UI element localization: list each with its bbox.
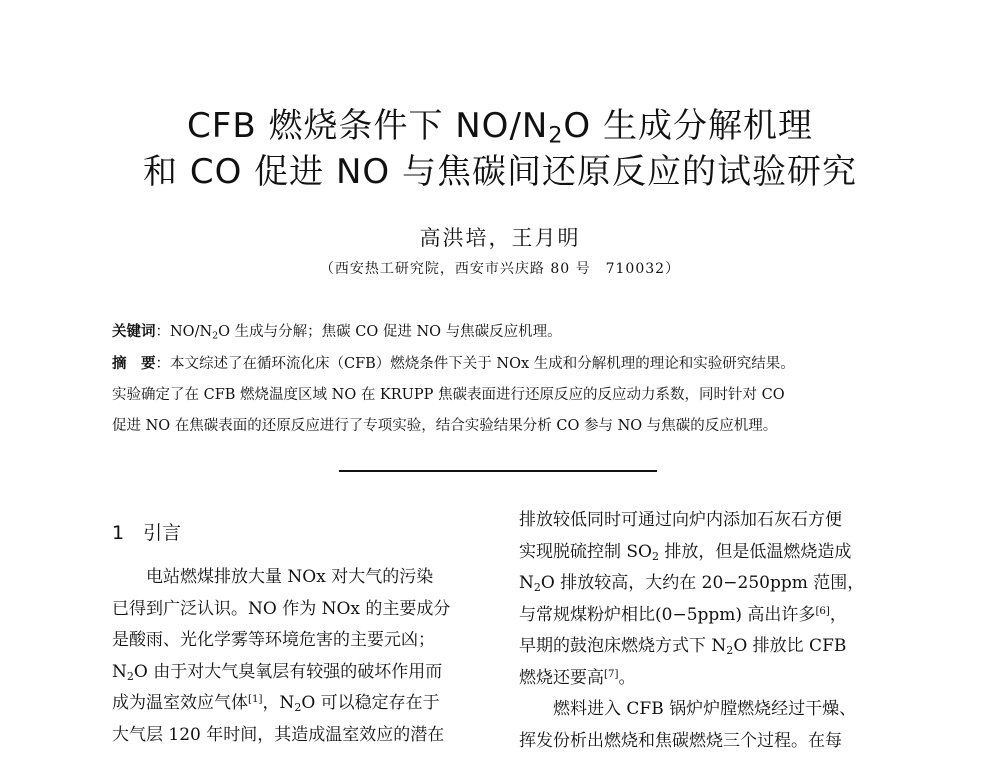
section-divider bbox=[339, 470, 657, 472]
paragraph-line: 排放较低同时可通过向炉内添加石灰石方便 bbox=[519, 510, 842, 530]
paragraph-line: 成为温室效应气体[1]，$N_2O$ 可以稳定存在于 bbox=[112, 693, 440, 714]
paragraph-line: $N_2O$ 排放较高，大约在 20−250ppm 范围， bbox=[519, 573, 865, 594]
left-column bbox=[112, 562, 484, 751]
title-line-2: 和 CO 促进 NO 与焦碳间还原反应的试验研究 bbox=[143, 152, 857, 192]
paragraph-line: $N_2O$ 由于对大气臭氧层有较强的破坏作用而 bbox=[112, 661, 443, 683]
abstract-block bbox=[112, 316, 892, 442]
paragraph-line: 与常规煤粉炉相比(0−5ppm) 高出许多[6]， bbox=[519, 604, 847, 625]
paragraph-line: 是酸雨、光化学雾等环境危害的主要元凶； bbox=[112, 630, 435, 650]
section-heading: 1 引言 bbox=[112, 522, 182, 544]
keywords: 关键词：$NO/N_2O$ 生成与分解；焦碳 CO 促进 NO 与焦碳反应机理。 bbox=[112, 323, 562, 342]
abstract-line-3: 促进 NO 在焦碳表面的还原反应进行了专项实验，结合实验结果分析 CO 参与 NO 与焦碳的反应机理。 bbox=[112, 418, 778, 434]
abstract-line-2: 实验确定了在 CFB 燃烧温度区域 NO 在 KRUPP 焦碳表面进行还原反应的反应动力系数，同时针对 CO bbox=[112, 387, 785, 403]
paragraph-line: 已得到广泛认识。NO 作为 NOx 的主要成分 bbox=[112, 598, 451, 619]
paragraph-line: 大气层 120 年时间，其造成温室效应的潜在 bbox=[112, 724, 445, 745]
citation: [1] bbox=[248, 693, 263, 705]
keywords-label: 关键词 bbox=[112, 323, 156, 340]
paragraph-line: 燃烧还要高[7]。 bbox=[519, 667, 636, 688]
citation: [6] bbox=[815, 605, 830, 617]
paragraph-line: 早期的鼓泡床燃烧方式下 $N_2O$ 排放比 CFB bbox=[519, 636, 847, 657]
affiliation: （西安热工研究院，西安市兴庆路 80 号 710032） bbox=[319, 261, 681, 277]
paragraph-line: 电站燃煤排放大量 NOx 对大气的污染 bbox=[146, 567, 434, 587]
title-line-1: CFB 燃烧条件下 $NO/N_2O$ 生成分解机理 bbox=[187, 106, 813, 149]
citation: [7] bbox=[604, 668, 619, 680]
paragraph-line: 挥发份析出燃烧和焦碳燃烧三个过程。在每 bbox=[519, 730, 842, 751]
paragraph-line: 燃料进入 CFB 锅炉炉膛燃烧经过干燥、 bbox=[553, 699, 857, 719]
abstract-line-1: 摘 要：本文综述了在循环流化床（CFB）燃烧条件下关于 NOx 生成和分解机理的理论和实验研究结果。 bbox=[112, 355, 795, 372]
right-column bbox=[519, 505, 891, 757]
authors: 高洪培，王月明 bbox=[419, 226, 581, 250]
paragraph-line: 实现脱硫控制 $SO_2$ 排放，但是低温燃烧造成 bbox=[519, 541, 852, 563]
paper-title bbox=[0, 103, 1000, 195]
abstract-label: 摘 要 bbox=[112, 355, 156, 372]
